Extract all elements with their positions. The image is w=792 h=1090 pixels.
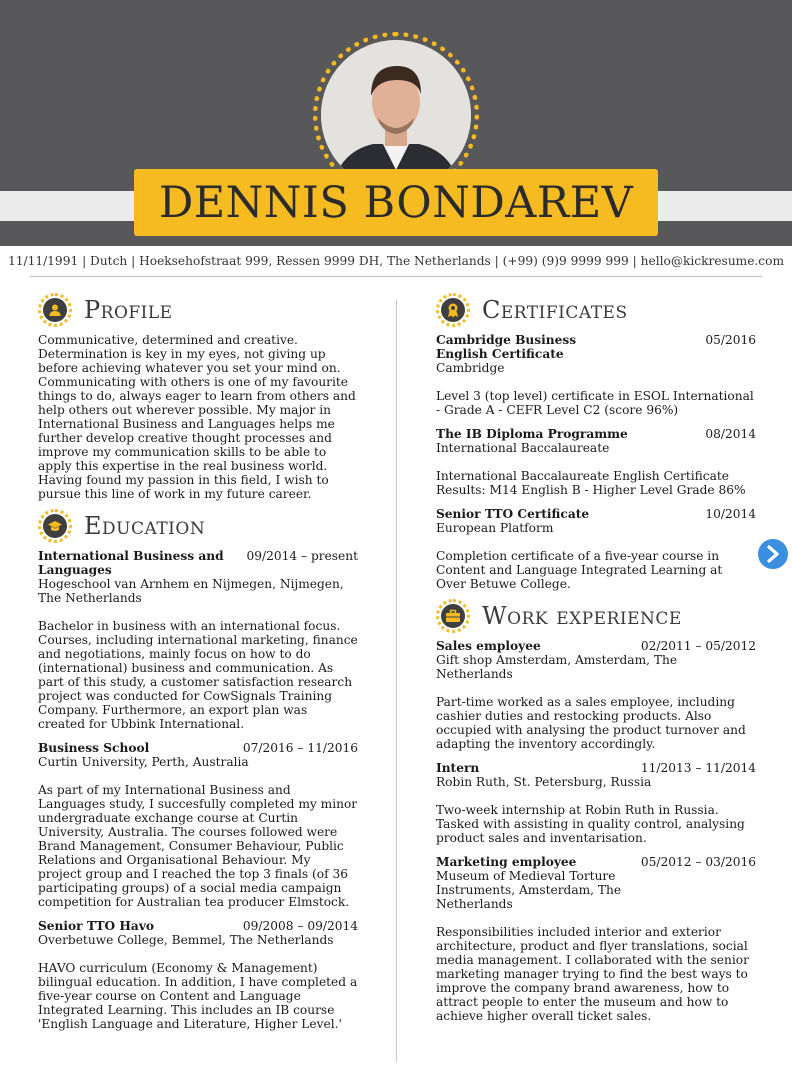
entry-date: 09/2008 – 09/2014 bbox=[242, 919, 358, 933]
entry-description: HAVO curriculum (Economy & Management) bilingual education. In addition, I have completed a five-year course on Content and Language Integrated Learning. This includes an IB course 'English Language and Literature, Higher Level.' bbox=[38, 961, 358, 1031]
graduation-cap-icon bbox=[38, 509, 72, 543]
certificates-section-header bbox=[436, 293, 756, 327]
entry-title: Sales employee bbox=[436, 639, 541, 653]
education-entry bbox=[38, 919, 358, 1031]
entry-date: 05/2016 bbox=[705, 333, 756, 347]
entry-subtitle: Overbetuwe College, Bemmel, The Netherlands bbox=[38, 933, 334, 947]
work-section-header bbox=[436, 599, 756, 633]
entry-date: 09/2014 – present bbox=[246, 549, 358, 563]
contact-line: 11/11/1991 | Dutch | Hoeksehofstraat 999, Ressen 9999 DH, The Netherlands | (+99) (9)9 9999 999 | hello@kickresume.com bbox=[7, 254, 785, 268]
entry-date: 08/2014 bbox=[705, 427, 756, 441]
profile-text: Communicative, determined and creative. Determination is key in my eyes, not giving up before achieving whatever you set your mind on. Communicating with others is one of my favourite things to do, always eager to learn from others and help others out wherever possible. My major in International Business and Languages helps me further develop creative thought processes and improve my communication skills to be able to apply this expertise in the real business world. Having found my passion in this field, I wish to pursue this line of work in my future career. bbox=[38, 333, 356, 501]
work-entry bbox=[436, 855, 756, 1023]
right-column bbox=[436, 293, 756, 1023]
entry-date: 02/2011 – 05/2012 bbox=[640, 639, 756, 653]
name-banner bbox=[134, 169, 658, 236]
work-entry bbox=[436, 639, 756, 751]
entry-date: 10/2014 bbox=[705, 507, 756, 521]
entry-date: 11/2013 – 11/2014 bbox=[640, 761, 756, 775]
entry-subtitle: International Baccalaureate bbox=[436, 441, 610, 455]
person-icon bbox=[38, 293, 72, 327]
certificate-entry bbox=[436, 333, 756, 417]
entry-subtitle: Gift shop Amsterdam, Amsterdam, The Netherlands bbox=[436, 653, 678, 681]
column-divider bbox=[396, 300, 397, 1062]
entry-subtitle: Cambridge bbox=[436, 361, 505, 375]
entry-title: Intern bbox=[436, 761, 480, 775]
entry-title: Senior TTO Havo bbox=[38, 919, 155, 933]
certificate-entry bbox=[436, 427, 756, 497]
education-title: Education bbox=[84, 512, 206, 540]
work-entry bbox=[436, 761, 756, 845]
entry-subtitle: European Platform bbox=[436, 521, 554, 535]
candidate-name: DENNIS BONDAREV bbox=[158, 177, 634, 228]
entry-description: Level 3 (top level) certificate in ESOL International - Grade A - CEFR Level C2 (score 96%) bbox=[436, 389, 754, 417]
entry-description: Part-time worked as a sales employee, including cashier duties and restocking products. Also occupied with analysing the product turnover and adapting the inventory accordingly. bbox=[436, 695, 746, 751]
left-column bbox=[38, 293, 358, 1031]
entry-description: International Baccalaureate English Certificate Results: M14 English B - Higher Level Grade 86% bbox=[436, 469, 746, 497]
entry-date: 07/2016 – 11/2016 bbox=[242, 741, 358, 755]
next-page-button[interactable] bbox=[756, 537, 790, 571]
award-ribbon-icon bbox=[436, 293, 470, 327]
entry-title: The IB Diploma Programme bbox=[436, 427, 628, 441]
entry-subtitle: Robin Ruth, St. Petersburg, Russia bbox=[436, 775, 652, 789]
certificate-entry bbox=[436, 507, 756, 591]
certificates-title: Certificates bbox=[482, 296, 628, 324]
briefcase-icon bbox=[436, 599, 470, 633]
chevron-right-icon bbox=[765, 545, 781, 563]
entry-description: Bachelor in business with an international focus. Courses, including international marketing, finance and negotiations, mainly focus on how to do (international) business and communication. As part of this study, a customer satisfaction research project was conducted for CowSignals Training Company. Furthermore, an export plan was created for Ubbink International. bbox=[38, 619, 358, 731]
profile-section-header bbox=[38, 293, 358, 327]
education-entry bbox=[38, 741, 358, 909]
entry-title: Cambridge Business English Certificate bbox=[436, 333, 577, 361]
entry-description: Two-week internship at Robin Ruth in Russia. Tasked with assisting in quality control, analysing product sales and inventarisation. bbox=[436, 803, 745, 845]
entry-title: Business School bbox=[38, 741, 150, 755]
entry-subtitle: Museum of Medieval Torture Instruments, Amsterdam, The Netherlands bbox=[436, 869, 622, 911]
entry-description: Responsibilities included interior and exterior architecture, product and flyer translations, social media management. I collaborated with the senior marketing manager trying to find the best ways to improve the company brand awareness, how to attract people to enter the museum and how to achieve higher overall ticket sales. bbox=[436, 925, 749, 1023]
education-section-header bbox=[38, 509, 358, 543]
entry-title: Senior TTO Certificate bbox=[436, 507, 590, 521]
entry-description: Completion certificate of a five-year course in Content and Language Integrated Learning at Over Betuwe College. bbox=[436, 549, 723, 591]
entry-title: Marketing employee bbox=[436, 855, 577, 869]
contact-divider bbox=[30, 276, 762, 277]
entry-title: International Business and Languages bbox=[38, 549, 224, 577]
education-entry bbox=[38, 549, 358, 731]
entry-date: 05/2012 – 03/2016 bbox=[640, 855, 756, 869]
entry-description: As part of my International Business and Languages study, I succesfully completed my minor undergraduate exchange course at Curtin University, Australia. The courses followed were Brand Management, Consumer Behaviour, Public Relations and Organisational Behaviour. My project group and I reached the top 3 finals (of 36 participating groups) of a social media campaign competition for Australian tea producer Elmstock. bbox=[38, 783, 358, 909]
entry-subtitle: Curtin University, Perth, Australia bbox=[38, 755, 249, 769]
work-title: Work experience bbox=[482, 602, 682, 630]
profile-title: Profile bbox=[84, 296, 173, 324]
entry-subtitle: Hogeschool van Arnhem en Nijmegen, Nijmegen, The Netherlands bbox=[38, 577, 344, 605]
